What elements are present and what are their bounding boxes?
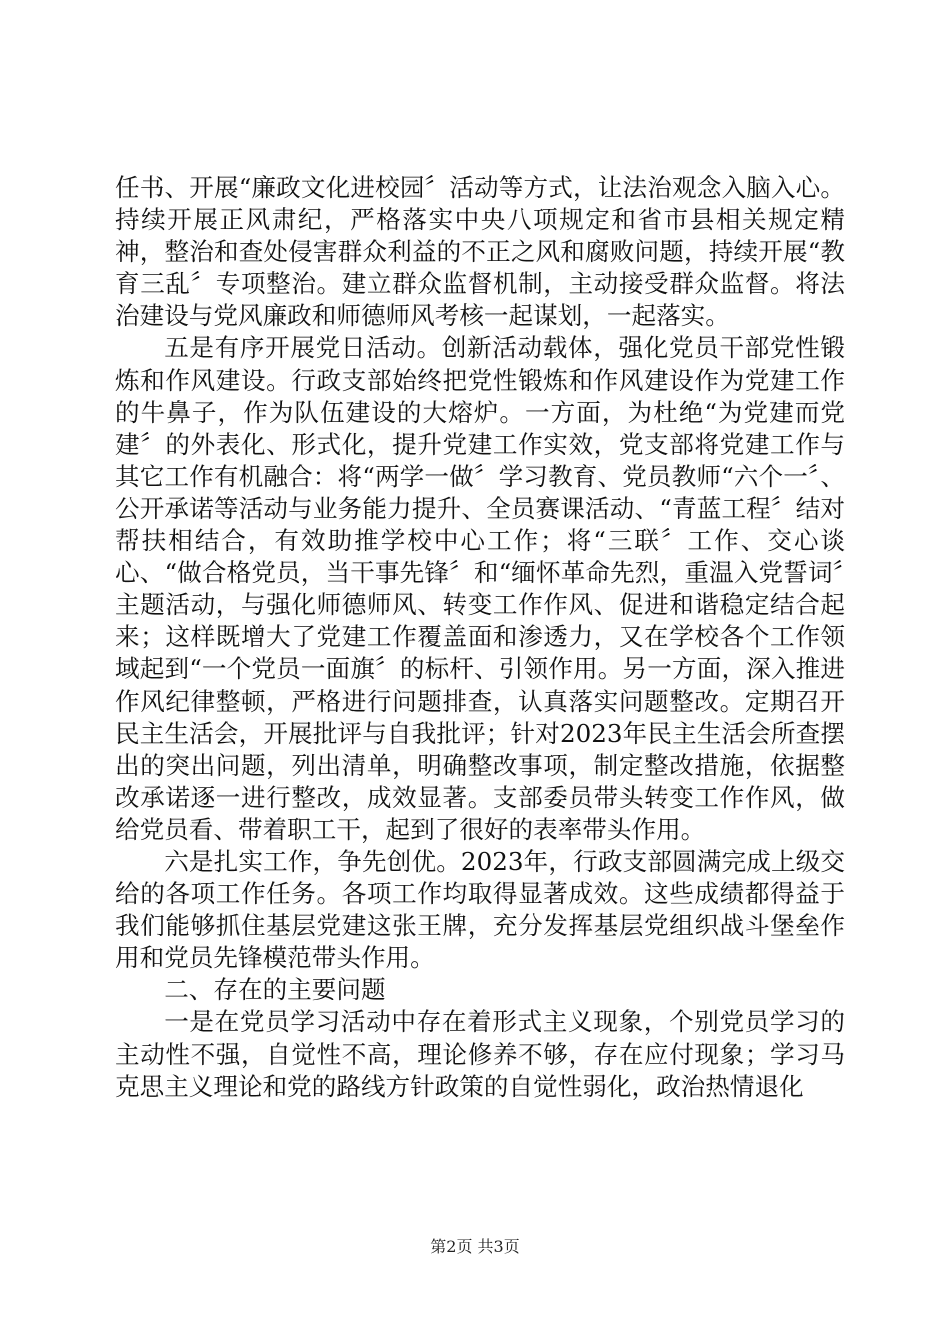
- section-heading: 二、存在的主要问题: [164, 975, 386, 1005]
- document-body: [115, 172, 845, 1103]
- paragraph-2: 五是有序开展党日活动。创新活动载体，强化党员干部党性锻炼和作风建设。行政支部始终把党性锻炼和作风建设作为党建工作的牛鼻子，作为队伍建设的大熔炉。一方面，为杜绝“为党建而党建〞的外表化、形式化，提升党建工作实效，党支部将党建工作与其它工作有机融合：将“两学一做〞学习教育、党员教师“六个一〞、公开承诺等活动与业务能力提升、全员赛课活动、“青蓝工程〞结对帮扶相结合，有效助推学校中心工作；将“三联〞工作、交心谈心、“做合格党员，当干事先锋〞和“缅怀革命先烈，重温入党誓词〞主题活动，与强化师德师风、转变工作作风、促进和谐稳定结合起来；这样既增大了党建工作覆盖面和渗透力，又在学校各个工作领域起到“一个党员一面旗〞的标杆、引领作用。另一方面，深入推进作风纪律整顿，严格进行问题排查，认真落实问题整改。定期召开民主生活会，开展批评与自我批评；针对2023年民主生活会所查摆出的突出问题，列出清单，明确整改事项，制定整改措施，依据整改承诺逐一进行整改，成效显著。支部委员带头转变工作作风，做给党员看、带着职工干，起到了很好的表率带头作用。: [115, 333, 845, 844]
- paragraph-4: 一是在党员学习活动中存在着形式主义现象，个别党员学习的主动性不强，自觉性不高，理论修养不够，存在应付现象；学习马克思主义理论和党的路线方针政策的自觉性弱化，政治热情退化: [115, 1007, 845, 1101]
- page-footer: 第2页 共3页: [430, 1237, 520, 1256]
- paragraph-1: 任书、开展“廉政文化进校园〞活动等方式，让法治观念入脑入心。持续开展正风肃纪，严格落实中央八项规定和省市县相关规定精神，整治和查处侵害群众利益的不正之风和腐败问题，持续开展“教育三乱〞专项整治。建立群众监督机制，主动接受群众监督。将法治建设与党风廉政和师德师风考核一起谋划，一起落实。: [115, 173, 845, 331]
- paragraph-3: 六是扎实工作，争先创优。2023年，行政支部圆满完成上级交给的各项工作任务。各项工作均取得显著成效。这些成绩都得益于我们能够抓住基层党建这张王牌，充分发挥基层党组织战斗堡垒作用和党员先锋模范带头作用。: [115, 846, 845, 973]
